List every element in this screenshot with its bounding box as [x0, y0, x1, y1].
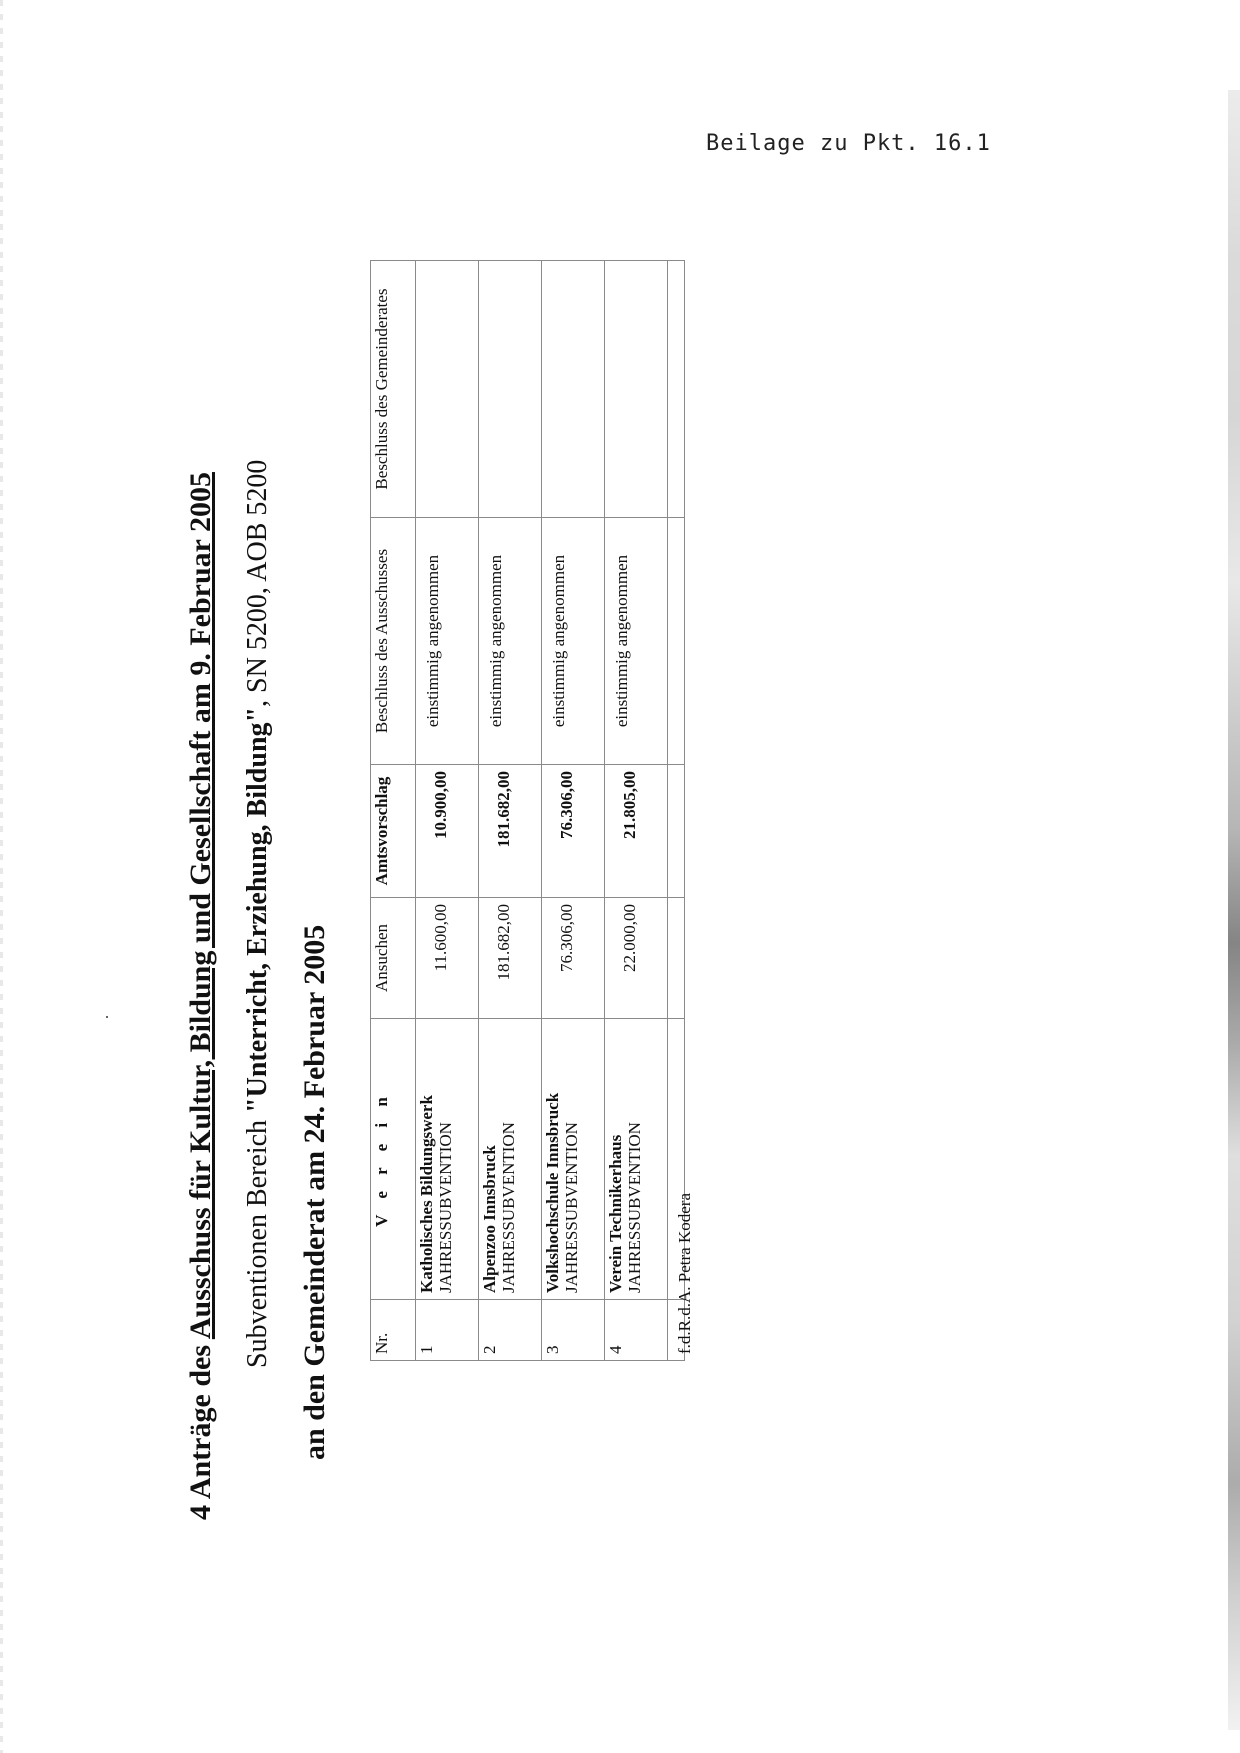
cell-beschluss-ausschuss: einstimmig angenommen	[542, 518, 605, 765]
cell-nr: 3	[542, 1300, 605, 1361]
cell-verein	[479, 1019, 542, 1300]
cell-ansuchen: 11.600,00	[416, 898, 479, 1019]
cell-beschluss-gemeinderat	[542, 261, 605, 518]
verein-name: Volkshochschule Innsbruck	[543, 1092, 562, 1293]
subsidy-table	[370, 260, 685, 1361]
cell-amtsvorschlag: 181.682,00	[479, 765, 542, 898]
table-row	[605, 261, 668, 1361]
cell-nr: 2	[479, 1300, 542, 1361]
cell-ansuchen: 22.000,00	[605, 898, 668, 1019]
header-amtsvorschlag: Amtsvorschlag	[371, 765, 416, 898]
verein-type: JAHRESSUBVENTION	[498, 1122, 518, 1293]
subtitle-area: "Unterricht, Erziehung, Bildung"	[242, 706, 273, 1113]
verein-name: Alpenzoo Innsbruck	[480, 1145, 499, 1293]
header-beschluss-gemeinderat: Beschluss des Gemeinderates	[371, 261, 416, 518]
signature-line: f.d.R.d.A. Petra Kodera	[675, 1193, 694, 1354]
header-verein: V e r e i n	[371, 1019, 416, 1300]
cell-beschluss-ausschuss: einstimmig angenommen	[416, 518, 479, 765]
cell-empty	[668, 898, 685, 1019]
cell-verein	[542, 1019, 605, 1300]
cell-ansuchen: 181.682,00	[479, 898, 542, 1019]
scan-edge-left	[0, 0, 3, 1753]
cell-beschluss-gemeinderat	[605, 261, 668, 518]
table-row	[542, 261, 605, 1361]
verein-name: Katholisches Bildungswerk	[417, 1095, 436, 1293]
cell-beschluss-gemeinderat	[416, 261, 479, 518]
header-nr: Nr.	[371, 1300, 416, 1361]
subtitle-suffix: , SN 5200, AOB 5200	[242, 459, 273, 707]
cell-amtsvorschlag: 21.805,00	[605, 765, 668, 898]
verein-name: Verein Technikerhaus	[606, 1134, 625, 1293]
header-ansuchen: Ansuchen	[371, 898, 416, 1019]
meeting-line: an den Gemeinderat am 24. Februar 2005	[298, 924, 331, 1460]
title-underlined: Ausschuss für Kultur, Bildung und Gesellschaft am 9. Februar 2005	[184, 472, 217, 1340]
rotated-content	[170, 210, 730, 1550]
cell-verein	[416, 1019, 479, 1300]
cell-beschluss-gemeinderat	[479, 261, 542, 518]
cell-empty	[668, 261, 685, 518]
table-header-row	[371, 261, 416, 1361]
cell-amtsvorschlag: 76.306,00	[542, 765, 605, 898]
title-prefix: 4 Anträge des	[184, 1339, 217, 1520]
cell-beschluss-ausschuss: einstimmig angenommen	[605, 518, 668, 765]
cell-beschluss-ausschuss: einstimmig angenommen	[479, 518, 542, 765]
header-beschluss-ausschuss: Beschluss des Ausschusses	[371, 518, 416, 765]
cell-amtsvorschlag: 10.900,00	[416, 765, 479, 898]
cell-empty	[668, 518, 685, 765]
verein-type: JAHRESSUBVENTION	[624, 1122, 644, 1293]
attachment-stamp: Beilage zu Pkt. 16.1	[706, 131, 991, 156]
scan-speck	[106, 1016, 108, 1018]
cell-empty	[668, 765, 685, 898]
table-row	[416, 261, 479, 1361]
verein-type: JAHRESSUBVENTION	[435, 1122, 455, 1293]
cell-verein	[605, 1019, 668, 1300]
cell-nr: 1	[416, 1300, 479, 1361]
verein-type: JAHRESSUBVENTION	[561, 1122, 581, 1293]
document-title	[184, 472, 218, 1520]
scan-edge-right	[1228, 90, 1240, 1730]
cell-nr: 4	[605, 1300, 668, 1361]
subtitle-prefix: Subventionen Bereich	[242, 1112, 273, 1368]
cell-ansuchen: 76.306,00	[542, 898, 605, 1019]
table-row	[479, 261, 542, 1361]
document-subtitle	[242, 460, 274, 1368]
